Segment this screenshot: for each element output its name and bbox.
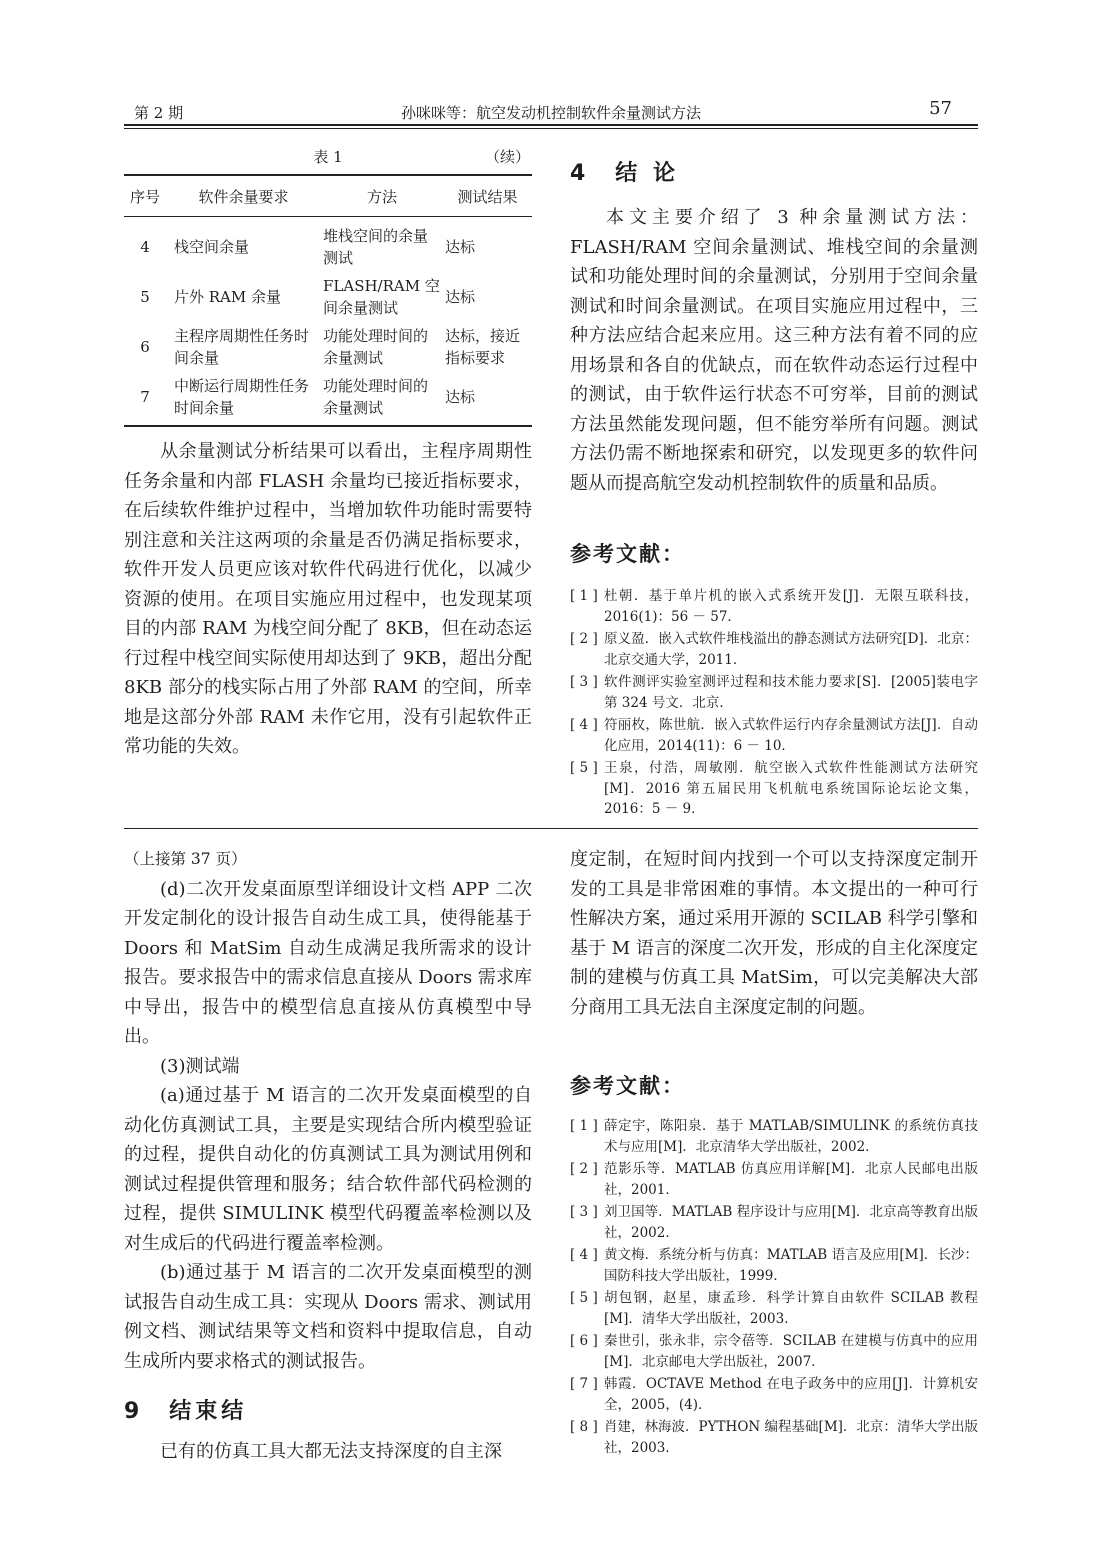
- cell-method: FLASH/RAM 空间余量测试: [323, 277, 440, 317]
- reference-item: [570, 1116, 978, 1157]
- col-header-result: 测试结果: [443, 175, 532, 217]
- paragraph-b: (b)通过基于 M 语言的二次开发桌面模型的测试报告自动生成工具：实现从 Doors 需求、测试用例文档、测试结果等文档和资料中提取信息，自动生成所内要求格式的测试报告。: [124, 1262, 532, 1372]
- reference-text: 肖建，林海波．PYTHON 编程基础[M]．北京：清华大学出版社，2003．: [604, 1419, 978, 1456]
- references-title: 参考文献：: [570, 542, 685, 566]
- cell-no: 7: [124, 372, 166, 426]
- reference-item: [570, 629, 978, 670]
- cell-method: 功能处理时间的余量测试: [321, 372, 443, 426]
- analysis-paragraph: 从余量测试分析结果可以看出，主程序周期性任务余量和内部 FLASH 余量均已接近指标要求，在后续软件维护过程中，当增加软件功能时需要特别注意和关注这两项的余量是否仍满足指标要求，软件开发人员更应该对软件代码进行优化，以减少资源的使用。在项目实施应用过程中，也发现某项目的内部 RAM 为栈空间分配了 8KB，但在动态运行过程中栈空间实际使用却达到了 9KB，超出分配 8KB 部分的栈实际占用了外部 RAM 的空间，所幸地是这部分外部 RAM 未作它用，没有引起软件正常功能的失效。: [124, 441, 532, 757]
- reference-list: [570, 1116, 978, 1458]
- reference-text: 薛定宇，陈阳泉．基于 MATLAB/SIMULINK 的系统仿真技术与应用[M]．北京清华大学出版社，2002．: [604, 1118, 978, 1155]
- reference-number: [ 8 ]: [570, 1419, 598, 1435]
- reference-item: [570, 1202, 978, 1243]
- reference-text: 符丽枚，陈世航．嵌入式软件运行内存余量测试方法[J]．自动化应用，2014(11)：6 － 10．: [604, 717, 978, 754]
- reference-text: 软件测评实验室测评过程和技术能力要求[S]．[2005]装电字第 324 号文．北京．: [604, 674, 978, 711]
- reference-text: 秦世引，张永非，宗令蓓等．SCILAB 在建模与仿真中的应用[M]．北京邮电大学出版社，2007．: [604, 1333, 978, 1370]
- margin-test-table: [124, 174, 532, 427]
- cell-requirement: 中断运行周期性任务时间余量: [166, 372, 321, 426]
- cell-requirement: 栈空间余量: [174, 238, 250, 256]
- reference-item: [570, 1288, 978, 1329]
- issue-label: 第 2 期: [134, 104, 184, 122]
- running-header: [124, 96, 978, 126]
- table-row: [124, 272, 532, 322]
- reference-number: [ 4 ]: [570, 717, 598, 733]
- conclusion-paragraph: 本文主要介绍了 3 种余量测试方法：FLASH/RAM 空间余量测试、堆栈空间的余量测试和功能处理时间的余量测试，分别用于空间余量测试和时间余量测试。在项目实施应用过程中，三种方法应结合起来应用。这三种方法有着不同的应用场景和各自的优缺点，而在软件动态运行过程中的测试，由于软件运行状态不可穷举，目前的测试方法虽然能发现问题，但不能穷举所有问题。测试方法仍需不断地探索和研究，以发现更多的软件问题从而提高航空发动机控制软件的质量和品质。: [570, 207, 978, 494]
- paragraph-d: (d)二次开发桌面原型详细设计文档 APP 二次开发定制化的设计报告自动生成工具，使得能基于 Doors 和 MatSim 自动生成满足我所需求的设计报告。要求报告中的需求信息直接从 Doors 需求库中导出，报告中的模型信息直接从仿真模型中导出。: [124, 878, 532, 1047]
- reference-item: [570, 758, 978, 820]
- reference-number: [ 3 ]: [570, 1204, 598, 1220]
- cell-requirement: 主程序周期性任务时间余量: [174, 327, 310, 367]
- reference-text: 韩霞．OCTAVE Method 在电子政务中的应用[J]．计算机安全，2005，(4)．: [604, 1376, 978, 1413]
- cell-result: 达标，接近指标要求: [445, 327, 521, 367]
- running-title: 孙咪咪等：航空发动机控制软件余量测试方法: [400, 104, 701, 122]
- cell-result: 达标: [445, 238, 476, 256]
- ending-paragraph: 已有的仿真工具大都无法支持深度的自主深: [160, 1441, 502, 1462]
- reference-item: [570, 1245, 978, 1286]
- reference-text: 刘卫国等．MATLAB 程序设计与应用[M]．北京高等教育出版社，2002．: [604, 1204, 978, 1241]
- cell-result: 达标: [445, 288, 476, 306]
- col-header-method: 方法: [321, 175, 443, 217]
- cell-result: 达标: [443, 372, 532, 426]
- cell-requirement: 片外 RAM 余量: [174, 288, 282, 306]
- reference-number: [ 2 ]: [570, 631, 598, 647]
- section-title-conclusion: 4 结 论: [570, 161, 679, 186]
- header-rule-thin: [124, 128, 978, 129]
- cell-method: 堆栈空间的余量测试: [323, 227, 429, 267]
- reference-list: [570, 586, 978, 820]
- reference-text: 黄文梅．系统分析与仿真：MATLAB 语言及应用[M]．长沙：国防科技大学出版社，1999．: [604, 1247, 978, 1284]
- table-continued-label: （续）: [484, 148, 530, 166]
- table-caption: [124, 146, 532, 168]
- table-row: [124, 372, 532, 426]
- reference-text: 杜朝．基于单片机的嵌入式系统开发[J]．无限互联科技，2016(1)：56 － 57．: [604, 588, 978, 625]
- reference-number: [ 7 ]: [570, 1376, 598, 1392]
- reference-item: [570, 586, 978, 627]
- table-row: [124, 217, 532, 273]
- lower-right-column: [570, 845, 978, 1460]
- reference-item: [570, 1331, 978, 1372]
- upper-right-column: [570, 156, 978, 822]
- cell-no: 5: [140, 288, 150, 306]
- col-header-requirement: 软件余量要求: [166, 175, 321, 217]
- header-rule-thick: [124, 124, 978, 126]
- section-title-ending: 9 结束结: [124, 1399, 248, 1424]
- reference-item: [570, 672, 978, 713]
- reference-number: [ 3 ]: [570, 674, 598, 690]
- reference-item: [570, 715, 978, 756]
- cell-method: 功能处理时间的余量测试: [323, 327, 429, 367]
- cell-no: 6: [140, 338, 150, 356]
- table-header-row: [124, 175, 532, 217]
- paragraph-test-end: (3)测试端: [160, 1055, 240, 1077]
- lower-left-column: [124, 845, 532, 1467]
- page-number: 57: [929, 98, 952, 119]
- reference-item: [570, 1417, 978, 1458]
- reference-item: [570, 1159, 978, 1200]
- reference-item: [570, 1374, 978, 1415]
- ending-paragraph-continued: 度定制，在短时间内找到一个可以支持深度定制开发的工具是非常困难的事情。本文提出的一种可行性解决方案，通过采用开源的 SCILAB 科学引擎和基于 M 语言的深度二次开发，形成的自主化深度定制的建模与仿真工具 MatSim，可以完美解决大部分商用工具无法自主深度定制的问题。: [570, 849, 978, 1018]
- upper-left-column: [124, 146, 532, 762]
- table-caption-label: 表 1: [313, 148, 343, 166]
- reference-number: [ 6 ]: [570, 1333, 598, 1349]
- reference-number: [ 1 ]: [570, 588, 598, 604]
- reference-text: 胡包钢，赵星，康孟珍．科学计算自由软件 SCILAB 教程[M]．清华大学出版社，2003．: [604, 1290, 978, 1327]
- article-divider: [124, 828, 978, 829]
- reference-number: [ 4 ]: [570, 1247, 598, 1263]
- continued-note: （上接第 37 页）: [124, 850, 247, 868]
- col-header-no: 序号: [124, 175, 166, 217]
- reference-text: 王泉，付浩，周敏刚．航空嵌入式软件性能测试方法研究[M]．2016 第五届民用飞机航电系统国际论坛论文集，2016：5 － 9．: [604, 760, 978, 817]
- cell-no: 4: [140, 238, 150, 256]
- reference-number: [ 5 ]: [570, 760, 598, 776]
- reference-number: [ 2 ]: [570, 1161, 598, 1177]
- table-row: [124, 322, 532, 372]
- reference-text: 范影乐等．MATLAB 仿真应用详解[M]．北京人民邮电出版社，2001．: [604, 1161, 978, 1198]
- paragraph-a: (a)通过基于 M 语言的二次开发桌面模型的自动化仿真测试工具，主要是实现结合所内模型验证的过程，提供自动化的仿真测试工具为测试用例和测试过程提供管理和服务；结合软件部代码检测的过程，提供 SIMULINK 模型代码覆盖率检测以及对生成后的代码进行覆盖率检测。: [124, 1085, 532, 1254]
- reference-number: [ 5 ]: [570, 1290, 598, 1306]
- reference-text: 原义盈．嵌入式软件堆栈溢出的静态测试方法研究[D]．北京：北京交通大学，2011．: [604, 631, 978, 668]
- reference-number: [ 1 ]: [570, 1118, 598, 1134]
- references-title: 参考文献：: [570, 1074, 685, 1098]
